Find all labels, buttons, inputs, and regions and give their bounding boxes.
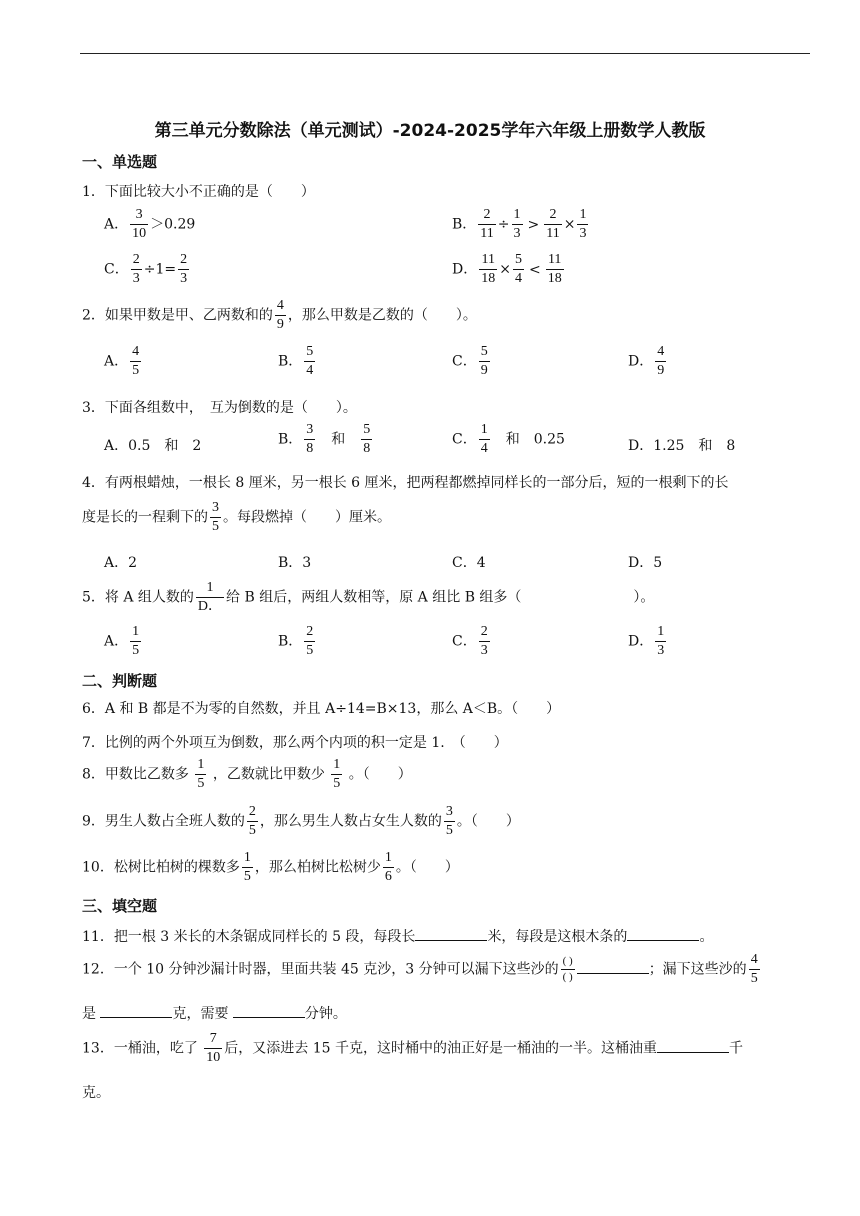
q2-option-b[interactable]: B． $\frac{5}{4}$ [278,344,314,379]
q2-option-d[interactable]: D． $\frac{4}{9}$ [628,344,665,379]
q2-option-c[interactable]: C． $\frac{5}{9}$ [452,344,488,379]
question-13-line1: 13．一桶油，吃了 $\frac{7}{10}$ 后，又添进去 15 千克，这时桶中的油正好是一桶油的一半。这桶油重 千 [82,1031,743,1066]
question-12-line2: 是 克，需要 分钟。 [82,1003,347,1023]
page-title: 第三单元分数除法（单元测试）-2024-2025学年六年级上册数学人教版 [154,121,706,141]
q5-option-c[interactable]: C． $\frac{2}{3}$ [452,624,488,659]
question-12-line1: 12．一个 10 分钟沙漏计时器，里面共装 45 克沙，3 分钟可以漏下这些沙的 $\frac{( )}{( )}$ ；漏下这些沙的 $\frac{4}{5}$ [82,952,758,987]
q1-option-a[interactable]: A． $\frac{3}{10}$ ＞0.29 [104,207,196,242]
q4-option-a[interactable]: A．2 [104,555,138,571]
question-4-stem-line2: 度是长的一程剩下的 $\frac{3}{5}$ 。每段燃掉（ ）厘米。 [82,500,391,535]
answer-blank[interactable] [627,926,699,941]
q4-option-d[interactable]: D．5 [628,555,663,571]
q5-option-d[interactable]: D． $\frac{1}{3}$ [628,624,665,659]
header-rule [80,53,810,54]
answer-blank[interactable] [577,959,649,974]
q3-option-b[interactable]: B． $\frac{3}{8}$ 和 $\frac{5}{8}$ [278,422,371,457]
answer-blank[interactable] [415,926,487,941]
question-9: 9．男生人数占全班人数的 $\frac{2}{5}$ ，那么男生人数占女生人数的 $\frac{3}{5}$ 。（ ） [82,804,520,839]
q4-option-c[interactable]: C．4 [452,555,486,571]
section-heading-true-false: 二、判断题 [82,672,158,690]
q1-option-c[interactable]: C． $\frac{2}{3}$ ÷1= $\frac{2}{3}$ [104,252,188,287]
q3-option-a[interactable]: A．0.5 和 2 [104,438,202,454]
q2-option-a[interactable]: A． $\frac{4}{5}$ [104,344,140,379]
question-5-stem: 5．将 A 组人数的 $\frac{1}{D.}$ 给 B 组后，两组人数相等，原 A 组比 B 组多（ ）。 [82,580,655,615]
answer-blank[interactable] [100,1003,172,1018]
question-10: 10．松树比柏树的棵数多 $\frac{1}{5}$ ，那么柏树比松树少 $\frac{1}{6}$ 。（ ） [82,850,459,885]
question-6: 6．A 和 B 都是不为零的自然数，并且 A÷14=B×13，那么 A＜B。（ ） [82,701,561,717]
q1-option-d[interactable]: D． $\frac{11}{18}$ × $\frac{5}{4}$ < $\frac{11}{18}$ [452,252,562,287]
q1-option-b[interactable]: B． $\frac{2}{11}$ ÷ $\frac{1}{3}$ > $\frac{2}{11}$ × $\frac{1}{3}$ [452,207,587,242]
q3-option-c[interactable]: C． $\frac{1}{4}$ 和 0.25 [452,422,565,457]
q4-option-b[interactable]: B．3 [278,555,312,571]
question-4-stem-line1: 4．有两根蜡烛，一根长 8 厘米，另一根长 6 厘米，把两程都燃掉同样长的一部分后，短的一根剩下的长 [82,475,729,491]
question-8: 8．甲数比乙数多 $\frac{1}{5}$ ，乙数就比甲数少 $\frac{1}{5}$ 。（ ） [82,757,412,792]
question-2-stem: 2．如果甲数是甲、乙两数和的 $\frac{4}{9}$ ，那么甲数是乙数的（ ）。 [82,298,477,333]
question-13-line2: 克。 [82,1085,110,1101]
section-heading-fill-blank: 三、填空题 [82,897,158,915]
question-3-stem: 3．下面各组数中， 互为倒数的是（ ）。 [82,400,357,416]
answer-blank[interactable] [233,1003,305,1018]
answer-blank[interactable] [657,1038,729,1053]
section-heading-single-choice: 一、单选题 [82,153,158,171]
q5-option-a[interactable]: A． $\frac{1}{5}$ [104,624,140,659]
fraction: $\frac{3}{10}$ [132,207,147,242]
q3-option-d[interactable]: D．1.25 和 8 [628,438,736,454]
q5-option-b[interactable]: B． $\frac{2}{5}$ [278,624,314,659]
question-1-stem: 1．下面比较大小不正确的是（ ） [82,184,315,200]
question-7: 7．比例的两个外项互为倒数，那么两个内项的积一定是 1. （ ） [82,735,508,751]
question-11: 11．把一根 3 米长的木条锯成同样长的 5 段，每段长 米，每段是这根木条的 。 [82,926,713,946]
